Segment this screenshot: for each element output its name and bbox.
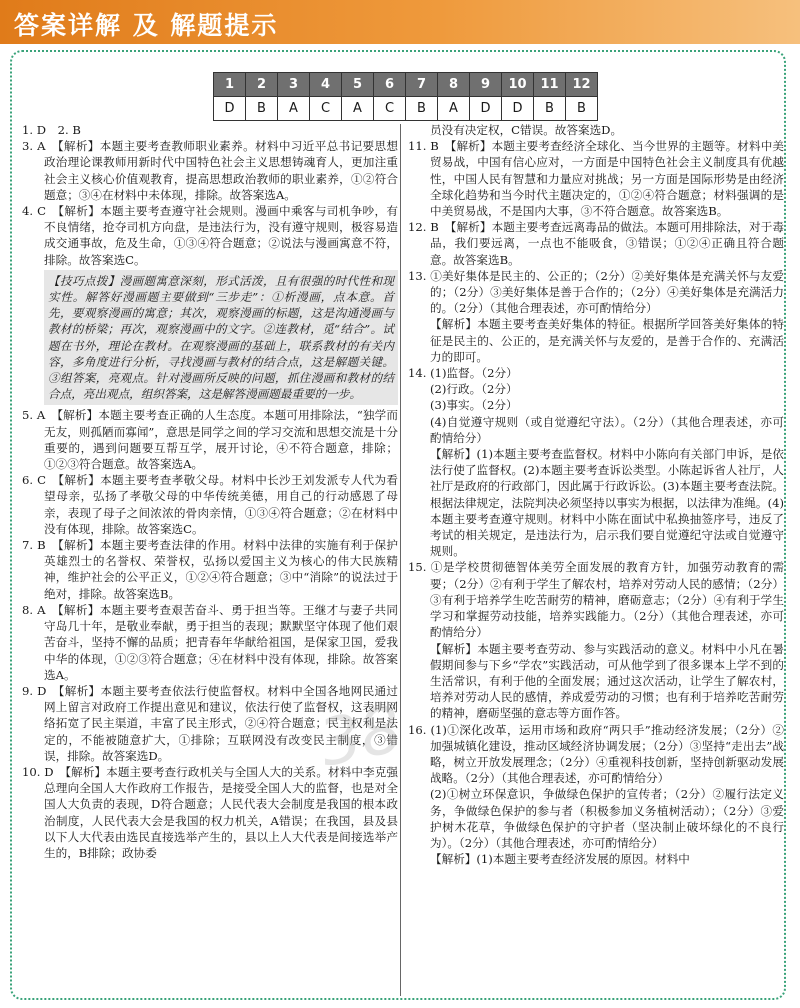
answer-item-12: 12. B 【解析】本题主要考查远离毒品的做法。本题可用排除法，对于毒品，我们要远离，一点也不能吸食，③错误；①②④正确且符合题意。故答案选B。 [408,220,784,267]
answer-table-answers-row [214,97,598,121]
answer-number-cell: 2 [246,73,278,97]
answer-item-16-part-2: (2)①树立环保意识，争做绿色保护的宣传者；（2分）②履行法定义务，争做绿色保护的参与者（积极参加义务植树活动）；（2分）③爱护树木花草，争做绿色保护的守护者（坚决制止破坏绿化的不良行为）。（2分）（其他合理表述，亦可酌情给分） [430,787,784,850]
answer-letter-cell: D [470,97,502,121]
page-title: 答案详解 及 解题提示 [14,11,279,40]
analysis-item-13: 【解析】本题主要考查美好集体的特征。根据所学回答美好集体的特征是民主的、公正的，是充满关怀与友爱的，是善于合作的、充满活力的即可。 [430,317,784,364]
answer-letter-cell: B [246,97,278,121]
answer-item-14: 14. (1)监督。（2分） [408,366,518,381]
answer-letter-cell: B [534,97,566,121]
answer-letter-cell: A [278,97,310,121]
answer-table-numbers-row [214,73,598,97]
analysis-item-16: 【解析】(1)本题主要考查经济发展的原因。材料中 [430,852,690,867]
answer-item-7: 7. B 【解析】本题主要考查法律的作用。材料中法律的实施有利于保护英雄烈士的名誉权、荣誉权，弘扬以爱国主义为核心的伟大民族精神，维护社会的公平正义，①②④符合题意；③中“消除”的说法过于绝对，排除。故答案选B。 [22,538,398,601]
answer-letter-cell: D [214,97,246,121]
answer-number-cell: 7 [406,73,438,97]
answer-item-14-part-3: (3)事实。（2分） [430,398,518,413]
answer-number-cell: 4 [310,73,342,97]
answer-item-11: 11. B 【解析】本题主要考查经济全球化、当今世界的主题等。材料中美贸易战，中国有信心应对，一方面是中国特色社会主义制度具有优越性，中国人民有智慧和力量应对挑战；另一方面是国际形势是由经济全球化趋势和当今时代主题决定的，①②④符合题意；材料强调的是中美贸易战，不是国内大事，③不符合题意。故答案选B。 [408,139,784,219]
answer-item-10-continued: 员没有决定权，C错误。故答案选D。 [430,123,623,137]
answer-letter-cell: C [374,97,406,121]
answer-item-8: 8. A 【解析】本题主要考查艰苦奋斗、勇于担当等。王继才与妻子共同守岛几十年，是敬业奉献，勇于担当的表现；默默坚守体现了他们艰苦奋斗，坚持不懈的品质；把青春年华献给祖国，是保家卫国，爱我中华的体现，①②③符合题意；④在材料中没有体现，排除。故答案选A。 [22,602,398,682]
answer-item-5: 5. A 【解析】本题主要考查正确的人生态度。本题可用排除法，“独学而无友，则孤陋而寡闻”，意思是同学之间的学习交流和思想交流是十分重要的，遇到问题要互帮互学，展开讨论，④不符合题意，排除；①②③符合题意。故答案选A。 [22,408,398,472]
answer-letter-cell: D [502,97,534,121]
answer-item-14-part-4: (4)自觉遵守规则（或自觉遵纪守法）。（2分）（其他合理表述，亦可酌情给分） [430,414,784,445]
tip-box: 【技巧点拨】漫画题寓意深刻，形式活泼，且有很强的时代性和现实性。解答好漫画题主要做到“三步走”：①析漫画，点本意。首先，要观察漫画的寓意；其次，观察漫画的标题，这是沟通漫画与教材的桥梁；再次，观察漫画中的文字。②连教材，觅“结合”。试题在书外，理论在教材。在观察漫画的基础上，联系教材的有关内容，多角度进行分析，寻找漫画与教材的结合点，这是解题关键。③组答案，亮观点。针对漫画所反映的问题，抓住漫画和教材的结合点，亮出观点，组织答案，这是解答漫画题最重要的一步。 [44,270,398,406]
answer-item-1-2: 1. D 2. B [22,123,81,137]
answer-item-13: 13. ①美好集体是民主的、公正的；（2分）②美好集体是充满关怀与友爱的；（2分）③美好集体是善于合作的；（2分）④美好集体是充满活力的。（2分）（其他合理表述，亦可酌情给分） [408,268,784,316]
analysis-item-14: 【解析】(1)本题主要考查监督权。材料中小陈向有关部门申诉，是依法行使了监督权。(2)本题主要考查诉讼类型。小陈起诉省人社厅，人社厅是政府的行政部门，因此属于行政诉讼。(3)本题主要考查法院。根据法律规定，法院判决必须坚持以事实为根据，以法律为准绳。(4)本题主要考查遵守规则。材料中小陈在面试中私换抽签序号，违反了考试的相关规定，是违法行为，启示我们要自觉遵纪守法或自觉遵守规则。 [430,447,784,559]
answer-item-15: 15. ①是学校贯彻德智体美劳全面发展的教育方针，加强劳动教育的需要；（2分）②有利于学生了解农村，培养对劳动人民的感情；（2分）③有利于培养学生吃苦耐劳的精神，磨砺意志；（2分）④有利于学生学习和掌握劳动技能，培养实践能力。（2分）（其他合理表述，亦可酌情给分） [408,560,784,640]
answer-item-3: 3. A 【解析】本题主要考查教师职业素养。材料中习近平总书记要思想政治理论课教师用新时代中国特色社会主义思想铸魂育人，更加注重社会主义核心价值观教育，提高思想政治教师的职业素养，①②符合题意；③④在材料中未体现，排除。故答案选A。 [22,139,398,202]
answer-number-cell: 6 [374,73,406,97]
answer-number-cell: 11 [534,73,566,97]
analysis-item-15: 【解析】本题主要考查劳动、参与实践活动的意义。材料中小凡在暑假期间参与下乡“学农”实践活动，可从他学到了很多课本上学不到的生活常识，有利于他的全面发展；通过这次活动，让学生了解农村，培养对劳动人民的感情，养成爱劳动的习惯；也有利于培养吃苦耐劳的精神，磨砺坚强的意志等方面作答。 [430,641,784,721]
answer-number-cell: 10 [502,73,534,97]
answer-number-cell: 8 [438,73,470,97]
answer-number-cell: 9 [470,73,502,97]
answer-letter-cell: A [438,97,470,121]
answer-letter-cell: A [342,97,374,121]
answer-item-9: 9. D 【解析】本题主要考查依法行使监督权。材料中全国各地网民通过网上留言对政府工作提出意见和建议，依法行使了监督权，这表明网络拓宽了民主渠道，丰富了民主形式，②④符合题意；民主权利是法定的，不能被随意扩大，①排除；互联网没有改变民主制度，③错误，排除。故答案选D。 [22,683,398,763]
answer-item-4: 4. C 【解析】本题主要考查遵守社会规则。漫画中乘客与司机争吵，有不良情绪，抢夺司机方向盘，是违法行为，没有遵守规则，极容易造成交通事故，危及生命，①③④符合题意；②说法与漫画寓意不符，排除。故答案选C。 [22,204,398,267]
answer-number-cell: 3 [278,73,310,97]
answer-number-cell: 12 [566,73,598,97]
answer-number-cell: 5 [342,73,374,97]
answer-item-6: 6. C 【解析】本题主要考查孝敬父母。材料中长沙王刘发派专人代为看望母亲，弘扬了孝敬父母的中华传统美德，用自己的行动感恩了母亲，表现了母子之间浓浓的骨肉亲情，①③④符合题意；②在材料中没有体现，排除。故答案选C。 [22,473,398,536]
answer-table [213,72,598,121]
answer-letter-cell: B [566,97,598,121]
right-column [408,122,784,867]
page-header [0,0,800,44]
answer-letter-cell: B [406,97,438,121]
answer-number-cell: 1 [214,73,246,97]
watermark: 38 [313,692,409,782]
answer-item-10: 10. D 【解析】本题主要考查行政机关与全国人大的关系。材料中李克强总理向全国人大作政府工作报告，是接受全国人大的监督，也是对全国人大负责的表现，D符合题意；人民代表大会制度是我国的根本政治制度，人民代表大会是我国的权力机关，A错误；在我国，县及县以下人大代表由选民直接选举产生的，县以上人大代表是间接选举产生的，B排除；政协委 [22,764,398,860]
column-divider [400,124,401,996]
answer-letter-cell: C [310,97,342,121]
answer-item-16: 16. (1)①深化改革，运用市场和政府“两只手”推动经济发展；（2分）②加强城镇化建设，推动区域经济协调发展；（2分）③坚持“走出去”战略，树立开放发展理念；（2分）④重视科技创新，坚持创新驱动发展战略。（2分）（其他合理表述，亦可酌情给分） [408,722,784,786]
answer-item-14-part-2: (2)行政。（2分） [430,382,518,397]
